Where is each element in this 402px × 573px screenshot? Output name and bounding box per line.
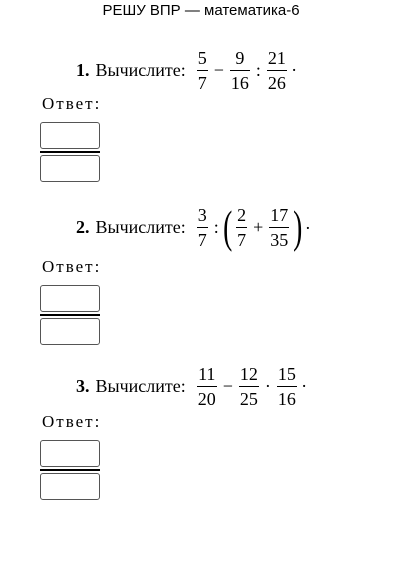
denominator: 20 — [197, 389, 216, 409]
answer-numerator-input[interactable] — [40, 122, 100, 149]
answer-label: Ответ: — [42, 412, 102, 431]
numerator: 17 — [270, 204, 289, 225]
answer-field-2[interactable] — [40, 285, 100, 345]
operator: · — [264, 376, 271, 396]
answer-fraction-bar — [40, 469, 100, 471]
numerator: 15 — [277, 364, 296, 384]
operator: − — [213, 60, 224, 80]
right-paren: ) — [293, 201, 303, 252]
task-number: 2. — [76, 216, 90, 237]
denominator: 26 — [267, 73, 286, 93]
fraction — [267, 49, 287, 92]
task-2 — [76, 201, 311, 252]
denominator: 7 — [237, 229, 247, 250]
fraction — [239, 365, 259, 408]
end-period: . — [305, 213, 311, 233]
answer-fraction-bar — [40, 314, 100, 316]
end-period: . — [301, 371, 307, 391]
numerator: 5 — [197, 48, 207, 68]
answer-denominator-input[interactable] — [40, 155, 100, 182]
fraction — [230, 49, 250, 92]
answer-field-3[interactable] — [40, 440, 100, 500]
denominator: 25 — [239, 389, 258, 409]
numerator: 21 — [267, 48, 286, 68]
task-verb: Вычислите: — [95, 216, 186, 237]
numerator: 11 — [198, 364, 216, 384]
fraction — [236, 206, 247, 249]
numerator: 3 — [197, 204, 207, 225]
operator: − — [222, 376, 233, 396]
denominator: 7 — [197, 229, 207, 250]
answer-denominator-input[interactable] — [40, 318, 100, 345]
denominator: 16 — [277, 389, 296, 409]
denominator: 7 — [197, 73, 207, 93]
answer-fraction-bar — [40, 151, 100, 153]
page-header: РЕШУ ВПР — математика-6 — [102, 2, 300, 19]
fraction — [197, 206, 208, 249]
operator: : — [255, 60, 261, 80]
numerator: 9 — [235, 48, 245, 68]
answer-numerator-input[interactable] — [40, 440, 100, 467]
left-paren: ( — [222, 201, 233, 252]
task-verb: Вычислите: — [95, 376, 186, 396]
fraction — [269, 206, 289, 249]
fraction — [197, 49, 208, 92]
numerator: 12 — [239, 364, 258, 384]
answer-field-1[interactable] — [40, 122, 100, 182]
operator: + — [253, 216, 264, 237]
answer-label: Ответ: — [42, 257, 102, 276]
answer-numerator-input[interactable] — [40, 285, 100, 312]
answer-denominator-input[interactable] — [40, 473, 100, 500]
end-period: . — [291, 55, 297, 75]
answer-label: Ответ: — [42, 94, 102, 113]
denominator: 35 — [270, 229, 289, 250]
task-number: 1. — [76, 60, 90, 80]
task-1 — [76, 49, 296, 92]
task-3 — [76, 365, 306, 408]
task-verb: Вычислите: — [95, 60, 186, 80]
fraction — [197, 365, 217, 408]
operator: : — [213, 216, 219, 237]
numerator: 2 — [237, 204, 247, 225]
denominator: 16 — [230, 73, 249, 93]
fraction — [277, 365, 297, 408]
task-number: 3. — [76, 376, 90, 396]
